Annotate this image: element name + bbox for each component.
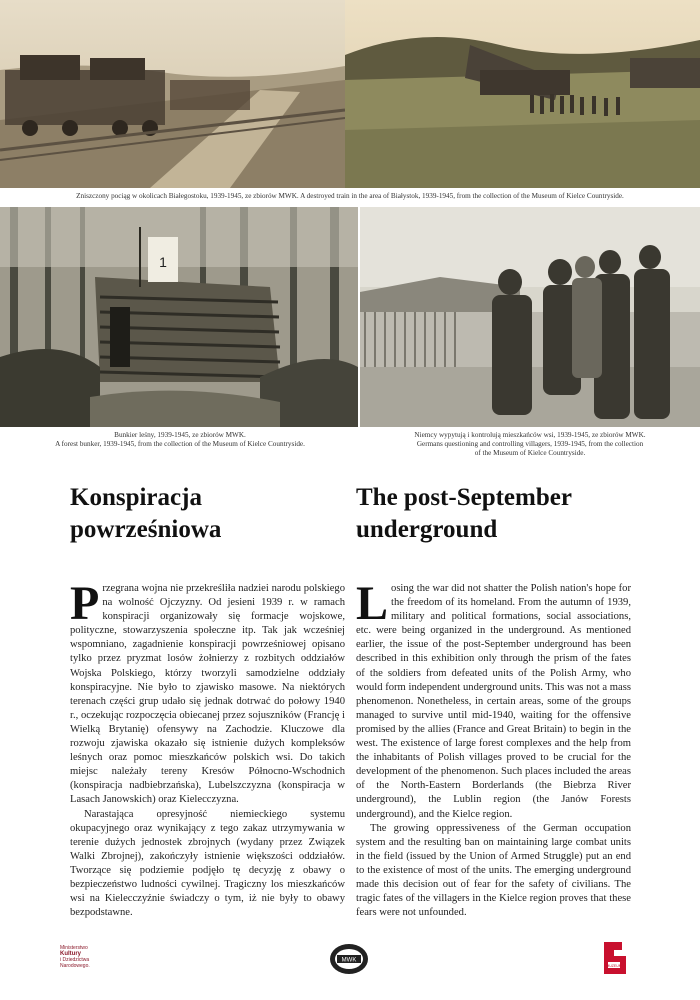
ministry-line3: i Dziedzictwa	[60, 957, 90, 963]
polish-paragraph-2: Narastająca opresyjność niemieckiego systemu okupacyjnego oraz wynikający z tego zakaz utrzymywania w terenie dużych jednostek zbrojnych (wydany przez Związek Walki Zbrojnej), zakończyły istnienie większości oddziałów. Tworzące się podziemie podjęło tę decyzję z obawy o bezpieczeństwo ludności cywilnej. Tragiczny los mieszkańców wsi na Kielecczyźnie świadczy o tym, iż nie były to obawy bezpodstawne.	[70, 808, 345, 919]
villagers-caption	[370, 431, 690, 458]
villagers-caption-pl: Niemcy wypytują i kontrolują mieszkańców wsi, 1939-1945, ze zbiorów MWK.	[414, 431, 646, 439]
english-paragraph-1	[356, 577, 631, 822]
polish-paragraph-1	[70, 577, 345, 808]
english-title-line1: The post-September	[356, 484, 572, 511]
villagers-caption-en-2: of the Museum of Kielce Countryside.	[474, 449, 586, 457]
ministry-line1: Ministerstwo	[60, 945, 88, 951]
english-drop-cap: L	[356, 577, 389, 630]
english-paragraph-1-text: osing the war did not shatter the Polish nation's hope for the freedom of its homeland. From the autumn of 1939, military and political formations, social associations, etc. were being organized in the underground. As mentioned earlier, the issue of the post-September underground has been described in this exhibition only through the prism of the fates of the soldiers from defeated units of the Polish Army, who would form independent underground units. This was not a mass phenomenon. Nonetheless, in certain areas, some of the groups managed to survive until mid-1940, waiting for the offensive promised by the allies (France and Great Britain) to begin in the west. The existence of large forest complexes and the help from the inhabitants of Polish villages proved to be crucial for the development of the phenomenon. Such places included the areas of the North-Eastern Borderlands (the Biebrza River underground), the Lublin region (the Janów Forests underground), and the Kielce region.	[356, 583, 631, 820]
english-title-line2: underground	[356, 516, 498, 543]
polish-title-line2: powrześniowa	[70, 516, 222, 543]
villagers-caption-en-1: Germans questioning and controlling villagers, 1939-1945, from the collection	[416, 440, 644, 448]
english-body	[356, 577, 631, 920]
museum-badge-text: MWK	[341, 957, 357, 964]
top-caption-text: Zniszczony pociąg w okolicach Białegostoku, 1939-1945, ze zbiorów MWK. A destroyed train in the area of Białystok, 1939-1945, from the collection of the Museum of Kielce Countryside.	[76, 192, 624, 200]
polish-paragraph-1-text: rzegrana wojna nie przekreśliła nadziei narodu polskiego na wolność Ojczyzny. Od jesieni 1939 r. w ramach konspiracji organizowały się formacje wojskowe, polityczne, stowarzyszenia społeczne itp. Tak jak wcześniej wspomniano, zagadnienie konspiracji powrześniowej opisano tylko przez pryzmat losów żołnierzy z rozbitych oddziałów Wojska Polskiego, którzy tworzyli samodzielne oddziały konspiracyjne. Nie było to zjawisko masowe. Na niektórych terenach części grup udało się jednak dotrwać do połowy 1940 r., oczekując rozpoczęcia obiecanej przez sojuszników (Francję i Wielką Brytanię) ofensywy na Zachodzie. Kluczowe dla rozwoju zjawiska okazało się istnienie dużych kompleksów leśnych oraz pomoc mieszkańców polskich wsi. Do takich miejsc należały tereny Kresów Północno-Wschodnich (konspiracja nadbiebrzańska), Lubelszczyzna (konspiracja w Lasach Janowskich) oraz Kielecczyzna.	[70, 583, 345, 806]
ministry-line4: Narodowego.	[60, 963, 90, 969]
svg-text:1: 1	[159, 254, 167, 270]
bunker-caption-pl: Bunkier leśny, 1939-1945, ze zbiorów MWK.	[114, 431, 246, 439]
museum-seal-logo	[329, 943, 369, 975]
bunker-caption	[10, 431, 350, 449]
polish-title	[70, 482, 340, 546]
polish-title-line1: Konspiracja	[70, 484, 202, 511]
photo-destroyed-train	[0, 0, 700, 188]
bunker-caption-en: A forest bunker, 1939-1945, from the collection of the Museum of Kielce Countryside.	[55, 440, 305, 448]
ministry-line2: Kultury	[60, 951, 81, 957]
top-photo-caption	[10, 192, 690, 201]
polish-drop-cap: P	[70, 577, 100, 630]
photo-villagers-questioned	[360, 207, 700, 427]
right-logo-text: MUZEUM	[606, 964, 622, 968]
english-paragraph-2: The growing oppressiveness of the German occupation system and the resulting ban on maintaining large combat units in the field (issued by the Union of Armed Struggle) put an end to the existence of most of the units. The emerging underground made this decision out of fear for the safety of civilians. The tragic fates of the villagers in the Kielce region proves that these fears were not unfounded.	[356, 822, 631, 919]
polish-body	[70, 577, 345, 920]
museum-right-logo	[600, 940, 634, 976]
photo-forest-bunker	[0, 207, 358, 427]
english-title	[356, 482, 676, 546]
ministry-logo	[60, 945, 120, 975]
